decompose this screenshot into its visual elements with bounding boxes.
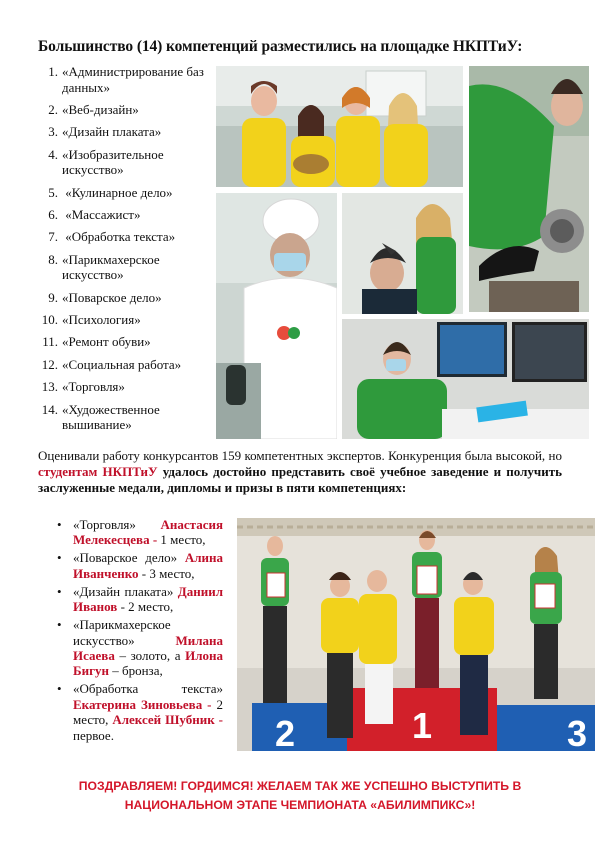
list-item: 6. «Массажист» [48,206,141,222]
photo-computer-work [342,319,589,439]
list-item: • «Поварское дело» Алина Иванченко - 3 место, [55,550,223,581]
awards-list [55,517,223,746]
list-item: • «Торговля» Анастасия Мелекесцева - 1 место, [55,517,223,548]
list-item: • «Дизайн плаката» Даниил Иванов - 2 место, [55,584,223,615]
list-item: 4. «Изобразительное искусство» [48,146,164,178]
podium-number-3: 3 [567,713,588,751]
list-item: 5. «Кулинарное дело» [48,184,173,200]
list-item: 13. «Торговля» [41,379,125,395]
photo-cook [216,193,337,439]
list-item: 7. «Обработка текста» [48,229,176,245]
page-title: Большинство (14) компетенций разместились на площадке НКПТиУ: [38,38,523,55]
list-item: 9. «Поварское дело» [48,289,162,305]
photo-group-yellow-shirts [216,66,463,187]
list-item: 11. «Ремонт обуви» [42,334,151,350]
summary-paragraph: Оценивали работу конкурсантов 159 компетентных экспертов. Конкуренция была высокой, но студентам НКПТиУ удалось достойно представить своё учебное заведение и получить заслуженные медали, дипломы и призы в пяти компетенциях: [38,448,562,495]
list-item: 1. «Администрирование баз данных» [48,64,204,95]
footer-congratulations [40,777,560,815]
list-item: • «Обработка текста» Екатерина Зиновьева - 2 место, Алексей Шубник - первое. [55,681,223,743]
list-item: • «Парикмахерское искусство» Милана Исаева – золото, а Илона Бигун – бронза, [55,617,223,679]
list-item: 3. «Дизайн плаката» [48,124,162,140]
competency-list [36,64,206,439]
photo-hairdresser [342,193,463,314]
footer-line-1: ПОЗДРАВЛЯЕМ! ГОРДИМСЯ! ЖЕЛАЕМ ТАК ЖЕ УСПЕШНО ВЫСТУПИТЬ В [78,779,522,793]
list-item: 14. «Художественное вышивание» [41,401,160,433]
footer-line-2: НАЦИОНАЛЬНОМ ЭТАПЕ ЧЕМПИОНАТА «АБИЛИМПИКС»! [124,798,476,812]
highlight-students: студентам НКПТиУ [38,464,158,479]
podium-number-2: 2 [275,713,296,751]
list-item: 12. «Социальная работа» [41,356,182,372]
list-item: 8. «Парикмахерское искусство» [48,251,160,283]
list-item: 2. «Веб-дизайн» [48,101,139,117]
photo-winners-podium [237,518,595,751]
photo-shoe-repair [469,66,589,312]
podium-number-1: 1 [412,705,433,746]
list-item: 10. «Психология» [41,312,141,328]
